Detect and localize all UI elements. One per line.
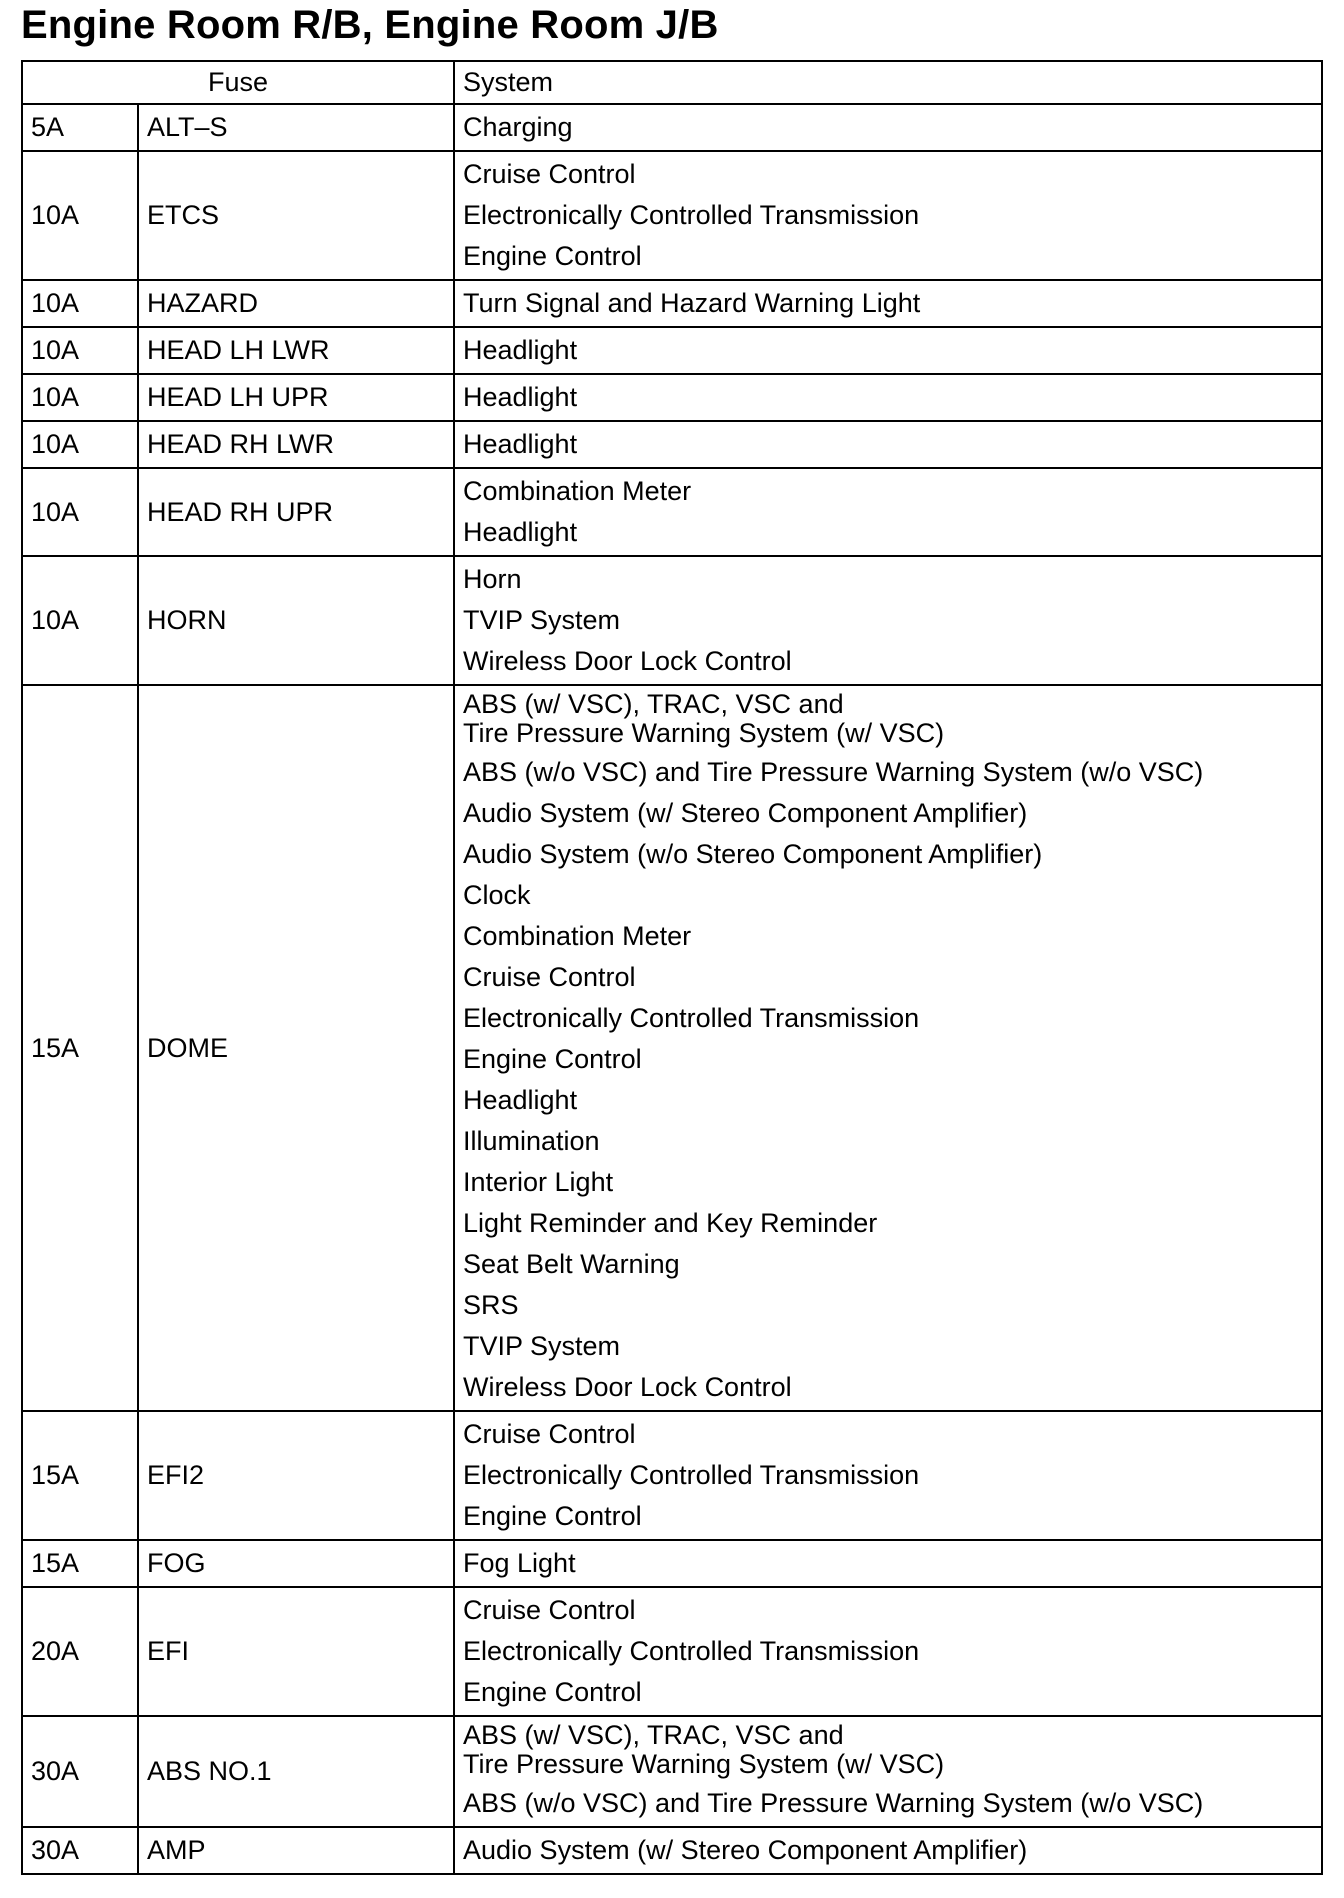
fuse-amperage: 5A [22, 104, 138, 151]
table-row [22, 1827, 1322, 1874]
system-item: Charging [463, 112, 573, 142]
fuse-name: HEAD LH LWR [138, 327, 454, 374]
fuse-systems [454, 1716, 1322, 1827]
system-item: Light Reminder and Key Reminder [463, 1208, 878, 1238]
system-item: Headlight [463, 382, 578, 412]
system-list [463, 152, 1321, 279]
system-item: Audio System (w/ Stereo Component Amplifier) [463, 1835, 1028, 1865]
fuse-systems [454, 327, 1322, 374]
fuse-amperage: 20A [22, 1587, 138, 1716]
fuse-name: HORN [138, 556, 454, 685]
fuse-systems [454, 556, 1322, 685]
table-row [22, 421, 1322, 468]
fuse-amperage: 10A [22, 421, 138, 468]
table-row [22, 1716, 1322, 1827]
system-item: Engine Control [463, 1677, 642, 1707]
fuse-table-body [22, 61, 1322, 1874]
system-item: TVIP System [463, 1331, 621, 1361]
fuse-name: EFI [138, 1587, 454, 1716]
system-item: Electronically Controlled Transmission [463, 200, 920, 230]
system-column-header: System [454, 61, 1322, 104]
table-row [22, 468, 1322, 556]
system-list [463, 1588, 1321, 1715]
table-row [22, 327, 1322, 374]
system-item [463, 688, 1321, 752]
system-list [463, 1828, 1321, 1873]
fuse-name: EFI2 [138, 1411, 454, 1540]
table-row [22, 374, 1322, 421]
system-item: Cruise Control [463, 159, 636, 189]
fuse-amperage: 10A [22, 374, 138, 421]
system-list [463, 422, 1321, 467]
fuse-systems [454, 1827, 1322, 1874]
system-item: Audio System (w/o Stereo Component Amplifier) [463, 839, 1043, 869]
fuse-name: HEAD LH UPR [138, 374, 454, 421]
system-item: Cruise Control [463, 1419, 636, 1449]
system-item: ABS (w/o VSC) and Tire Pressure Warning System (w/o VSC) [463, 757, 1204, 787]
system-item-line: Tire Pressure Warning System (w/ VSC) [463, 1749, 945, 1779]
fuse-name: ETCS [138, 151, 454, 280]
system-item: Electronically Controlled Transmission [463, 1460, 920, 1490]
fuse-amperage: 15A [22, 1411, 138, 1540]
fuse-amperage: 10A [22, 151, 138, 280]
system-item: Engine Control [463, 241, 642, 271]
system-item: ABS (w/o VSC) and Tire Pressure Warning System (w/o VSC) [463, 1788, 1204, 1818]
table-row [22, 1411, 1322, 1540]
system-item: Wireless Door Lock Control [463, 1372, 792, 1402]
fuse-systems [454, 421, 1322, 468]
system-item [463, 1719, 1321, 1783]
system-list [463, 557, 1321, 684]
system-item: Electronically Controlled Transmission [463, 1636, 920, 1666]
header-row [22, 61, 1322, 104]
fuse-name: HAZARD [138, 280, 454, 327]
fuse-amperage: 30A [22, 1827, 138, 1874]
system-item-line: ABS (w/ VSC), TRAC, VSC and [463, 689, 844, 719]
system-item: Combination Meter [463, 476, 692, 506]
fuse-systems [454, 468, 1322, 556]
fuse-systems [454, 1540, 1322, 1587]
fuse-systems [454, 1411, 1322, 1540]
fuse-table [21, 60, 1323, 1875]
system-item: Headlight [463, 335, 578, 365]
table-row [22, 151, 1322, 280]
system-item-line: ABS (w/ VSC), TRAC, VSC and [463, 1720, 844, 1750]
fuse-amperage: 10A [22, 556, 138, 685]
fuse-name: FOG [138, 1540, 454, 1587]
table-row [22, 280, 1322, 327]
system-item: Illumination [463, 1126, 600, 1156]
table-row [22, 1540, 1322, 1587]
system-item: TVIP System [463, 605, 621, 635]
fuse-systems [454, 685, 1322, 1411]
system-list [463, 105, 1321, 150]
fuse-amperage: 30A [22, 1716, 138, 1827]
system-item: Wireless Door Lock Control [463, 646, 792, 676]
fuse-name: HEAD RH LWR [138, 421, 454, 468]
system-item: Engine Control [463, 1501, 642, 1531]
system-item: Combination Meter [463, 921, 692, 951]
table-row [22, 685, 1322, 1411]
system-item: Audio System (w/ Stereo Component Amplifier) [463, 798, 1028, 828]
fuse-name: AMP [138, 1827, 454, 1874]
system-item: Horn [463, 564, 522, 594]
system-item: Interior Light [463, 1167, 614, 1197]
system-list [463, 469, 1321, 555]
fuse-systems [454, 1587, 1322, 1716]
system-list [463, 281, 1321, 326]
system-list [463, 1412, 1321, 1539]
table-row [22, 556, 1322, 685]
system-item: Cruise Control [463, 1595, 636, 1625]
system-item: Clock [463, 880, 531, 910]
system-item: Engine Control [463, 1044, 642, 1074]
system-list [463, 686, 1321, 1410]
fuse-name: DOME [138, 685, 454, 1411]
fuse-amperage: 15A [22, 1540, 138, 1587]
fuse-amperage: 10A [22, 468, 138, 556]
system-item: Headlight [463, 429, 578, 459]
fuse-systems [454, 104, 1322, 151]
fuse-amperage: 15A [22, 685, 138, 1411]
system-item: Headlight [463, 517, 578, 547]
system-item: Cruise Control [463, 962, 636, 992]
fuse-column-header: Fuse [22, 61, 454, 104]
system-item: Seat Belt Warning [463, 1249, 680, 1279]
fuse-systems [454, 280, 1322, 327]
system-item: Turn Signal and Hazard Warning Light [463, 288, 921, 318]
table-row [22, 1587, 1322, 1716]
fuse-amperage: 10A [22, 327, 138, 374]
fuse-systems [454, 151, 1322, 280]
system-item: Electronically Controlled Transmission [463, 1003, 920, 1033]
fuse-amperage: 10A [22, 280, 138, 327]
system-list [463, 1717, 1321, 1826]
fuse-name: HEAD RH UPR [138, 468, 454, 556]
page-title: Engine Room R/B, Engine Room J/B [21, 3, 719, 47]
system-list [463, 375, 1321, 420]
table-row [22, 104, 1322, 151]
system-item: SRS [463, 1290, 519, 1320]
system-list [463, 1541, 1321, 1586]
system-list [463, 328, 1321, 373]
system-item: Headlight [463, 1085, 578, 1115]
fuse-systems [454, 374, 1322, 421]
fuse-name: ABS NO.1 [138, 1716, 454, 1827]
system-item-line: Tire Pressure Warning System (w/ VSC) [463, 718, 945, 748]
fuse-name: ALT–S [138, 104, 454, 151]
system-item: Fog Light [463, 1548, 576, 1578]
